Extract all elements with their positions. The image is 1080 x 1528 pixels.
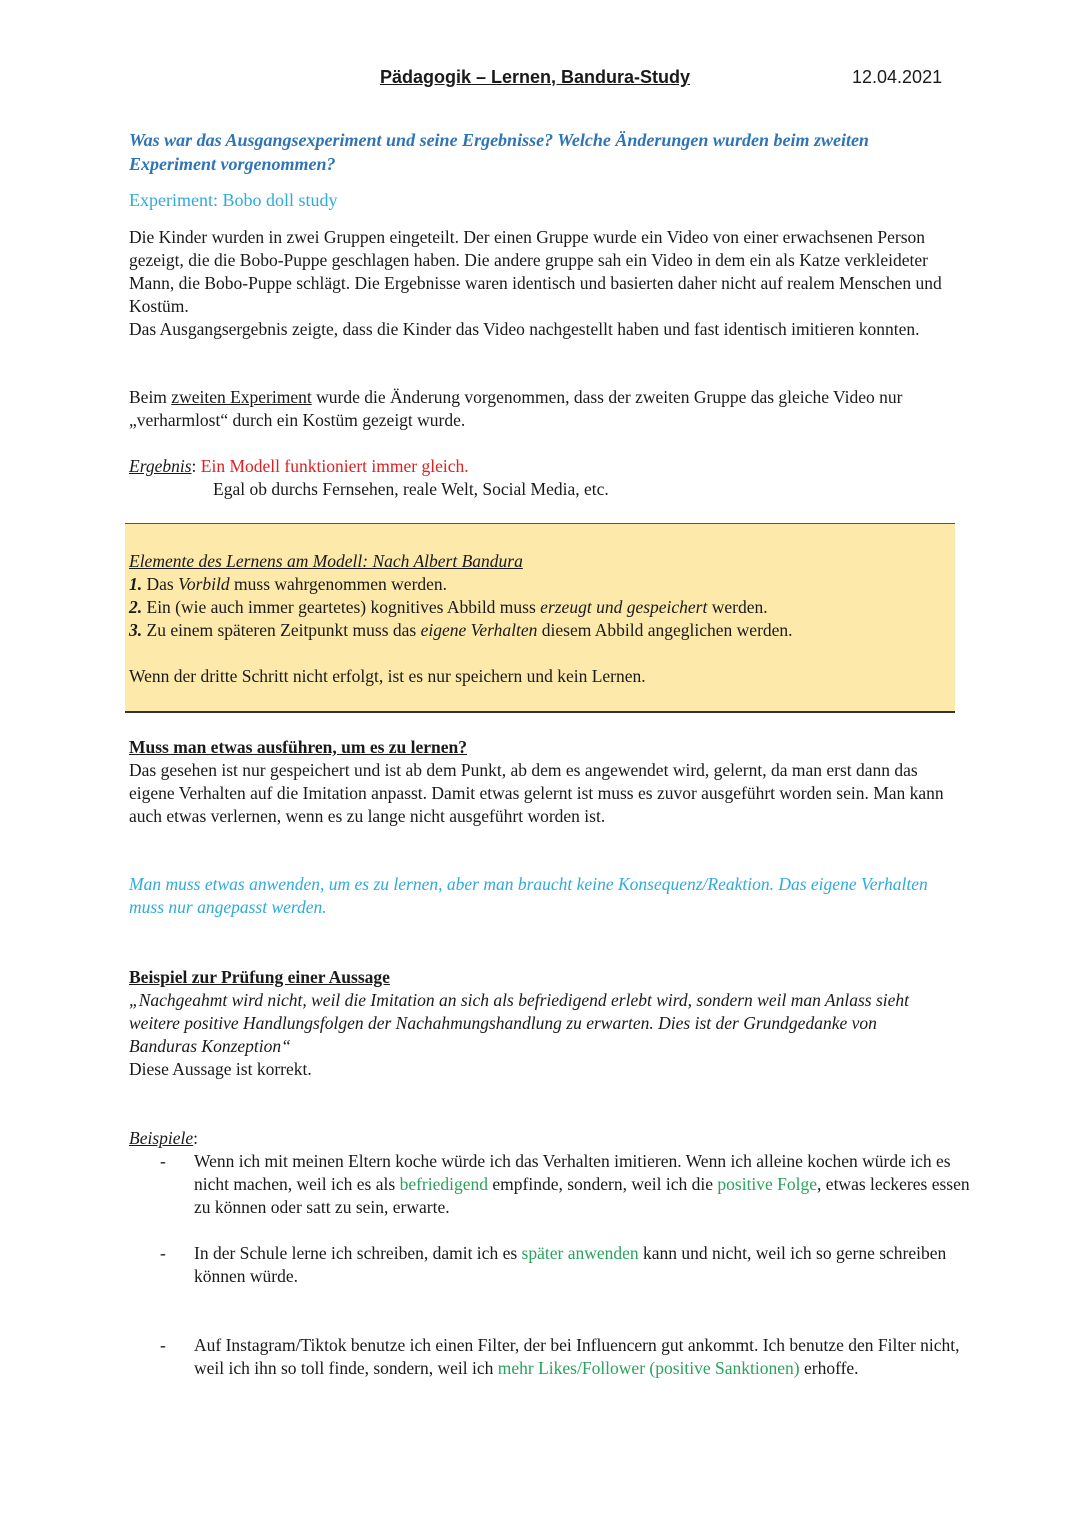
- element-1-number: 1.: [129, 574, 143, 594]
- bandura-element-2: [129, 596, 949, 619]
- example-1-highlight-2: positive Folge: [717, 1174, 818, 1194]
- element-2-text-b: werden.: [707, 597, 768, 617]
- example-1-highlight-1: befriedigend: [399, 1174, 488, 1194]
- bullet-dash: -: [160, 1151, 166, 1171]
- examples-label: Beispiele: [129, 1128, 194, 1148]
- result-line-1: [129, 455, 949, 478]
- bandura-elements-box: [125, 523, 955, 713]
- page-title: Pädagogik – Lernen, Bandura-Study: [380, 67, 691, 87]
- element-2-number: 2.: [129, 597, 143, 617]
- section-execute-answer: Man muss etwas anwenden, um es zu lernen, aber man braucht keine Konsequenz/Reaktion. Das eigene Verhalten muss nur angepasst werden.: [129, 874, 928, 917]
- experiment-paragraph-1: Die Kinder wurden in zwei Gruppen eingeteilt. Der einen Gruppe wurde ein Video von einer erwachsenen Person gezeigt, die die Bobo-Puppe geschlagen haben. Die andere gruppe sah ein Video in dem ein als Katze verkleideter Mann, die Bobo-Puppe schlägt. Die Ergebnisse waren identisch und basierten daher nicht auf realem Menschen und Kostüm.: [129, 227, 942, 316]
- element-2-text-a: Ein (wie auch immer geartetes) kognitives Abbild muss: [142, 597, 541, 617]
- experiment-paragraph-2: Das Ausgangsergebnis zeigte, dass die Kinder das Video nachgestellt haben und fast identisch imitieren konnten.: [129, 319, 920, 339]
- examples-colon: :: [193, 1128, 199, 1148]
- result-label: Ergebnis: [129, 456, 192, 476]
- example-2-part-b: kann und nicht, weil ich so gerne schreiben können würde.: [194, 1243, 947, 1286]
- element-3-text-a: Zu einem späteren Zeitpunkt muss das: [142, 620, 421, 640]
- section-execute-text: Das gesehen ist nur gespeichert und ist ab dem Punkt, ab dem es angewendet wird, gelernt, da man erst dann das eigene Verhalten auf die Imitation anpasst. Damit etwas gelernt ist muss es zuvor ausgeführt worden sein. Man kann auch etwas verlernen, wenn es zu lange nicht ausgeführt worden ist.: [129, 760, 944, 826]
- section-execute-heading: Muss man etwas ausführen, um es zu lernen?: [129, 737, 468, 757]
- example-2-text: [194, 1242, 984, 1288]
- bandura-element-3: [129, 619, 949, 642]
- result-line-2: Egal ob durchs Fernsehen, reale Welt, Social Media, etc.: [213, 479, 609, 499]
- example-3-highlight: mehr Likes/Follower (positive Sanktionen): [497, 1358, 800, 1378]
- element-3-text-b: diesem Abbild angeglichen werden.: [537, 620, 793, 640]
- section-statement-check: [129, 966, 949, 1081]
- second-experiment-suffix: wurde die Änderung vorgenommen, dass der zweiten Gruppe das gleiche Video nur „verharmlost“ durch ein Kostüm gezeigt wurde.: [129, 387, 903, 430]
- example-1-part-b: empfinde, sondern, weil ich die: [488, 1174, 718, 1194]
- list-item: [160, 1334, 984, 1380]
- intro-question: Was war das Ausgangsexperiment und seine Ergebnisse? Welche Änderungen wurden beim zweiten Experiment vorgenommen?: [129, 130, 869, 174]
- example-3-part-a: Auf Instagram/Tiktok benutze ich einen Filter, der bei Influencern gut ankommt. Ich benutze den Filter nicht, weil ich ihn so toll finde, sondern, weil ich: [194, 1335, 960, 1378]
- bullet-dash: -: [160, 1243, 166, 1263]
- example-3-part-b: erhoffe.: [799, 1358, 859, 1378]
- element-3-number: 3.: [129, 620, 143, 640]
- example-1-part-a: Wenn ich mit meinen Eltern koche würde ich das Verhalten imitieren. Wenn ich alleine kochen würde ich es nicht machen, weil ich es als: [194, 1151, 951, 1194]
- bandura-elements-content: [129, 550, 949, 688]
- second-experiment-paragraph: [129, 386, 949, 432]
- element-1-text-a: Das: [142, 574, 179, 594]
- statement-verdict: Diese Aussage ist korrekt.: [129, 1059, 312, 1079]
- section-statement-heading: Beispiel zur Prüfung einer Aussage: [129, 967, 390, 987]
- section-execute-learn: [129, 736, 949, 828]
- example-2-highlight: später anwenden: [521, 1243, 639, 1263]
- example-1-part-c: , etwas leckeres essen zu können oder satt zu sein, erwarte.: [194, 1174, 970, 1217]
- element-2-emphasis: erzeugt und gespeichert: [540, 597, 708, 617]
- result-statement: Ein Modell funktioniert immer gleich.: [200, 456, 469, 476]
- example-1-text: [194, 1150, 984, 1219]
- bandura-elements-note: Wenn der dritte Schritt nicht erfolgt, ist es nur speichern und kein Lernen.: [129, 666, 646, 686]
- element-1-text-b: muss wahrgenommen werden.: [229, 574, 448, 594]
- result-colon: :: [191, 456, 201, 476]
- second-experiment-underlined: zweiten Experiment: [171, 387, 312, 407]
- example-2-part-a: In der Schule lerne ich schreiben, damit ich es: [194, 1243, 522, 1263]
- experiment-description: [129, 226, 949, 341]
- second-experiment-prefix: Beim: [129, 387, 172, 407]
- page-date: 12.04.2021: [852, 67, 943, 87]
- element-1-emphasis: Vorbild: [178, 574, 230, 594]
- element-3-emphasis: eigene Verhalten: [420, 620, 538, 640]
- bandura-element-1: [129, 573, 949, 596]
- experiment-subhead: Experiment: Bobo doll study: [129, 190, 338, 210]
- statement-quote: „Nachgeahmt wird nicht, weil die Imitation an sich als befriedigend erlebt wird, sondern weil man Anlass sieht weitere positive Handlungsfolgen der Nachahmungshandlung zu erwarten. Dies ist der Grundgedanke von Banduras Konzeption“: [129, 990, 910, 1056]
- list-item: [160, 1242, 984, 1288]
- list-item: [160, 1150, 984, 1219]
- example-3-text: [194, 1334, 984, 1380]
- bullet-dash: -: [160, 1335, 166, 1355]
- examples-label-line: [129, 1127, 949, 1150]
- bandura-elements-title: Elemente des Lernens am Modell: Nach Albert Bandura: [129, 551, 523, 571]
- page-header: [0, 66, 1080, 92]
- result-block: [129, 455, 949, 501]
